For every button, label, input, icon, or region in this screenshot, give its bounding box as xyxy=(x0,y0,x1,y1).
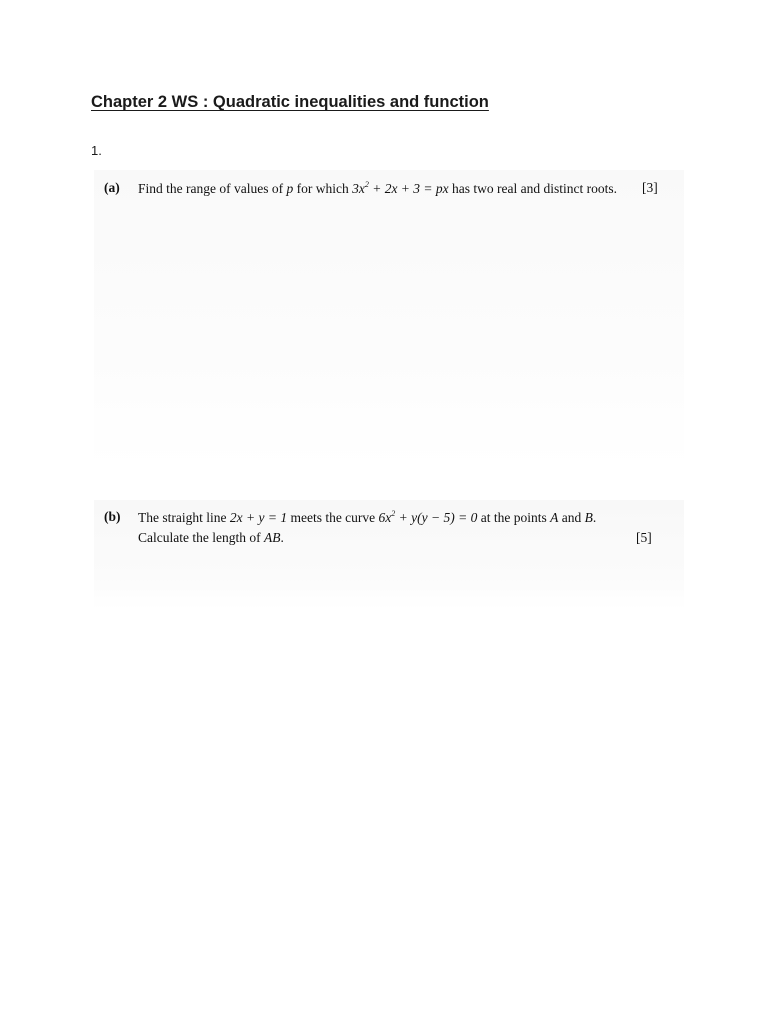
part-b-text-2: meets the curve xyxy=(287,510,379,525)
part-b-and: and xyxy=(558,510,585,525)
part-b-instruction-end: . xyxy=(280,530,284,545)
segment-ab: AB xyxy=(263,530,281,545)
point-a: A xyxy=(550,510,559,525)
part-a-equation: $3x^2 + 2x + 3$ = px xyxy=(352,180,449,196)
scanned-region-a xyxy=(94,170,684,470)
part-a-question xyxy=(138,180,617,197)
point-b: B xyxy=(584,510,593,525)
part-a-var-p: p xyxy=(286,181,294,196)
part-b-line-2 xyxy=(138,530,284,546)
part-b-curve-equation: $6x^2 + y(y - 5) = 0$ xyxy=(378,509,478,525)
part-a-text-mid: for which xyxy=(293,181,353,196)
part-b-label: (b) xyxy=(104,509,121,524)
question-number: 1. xyxy=(91,143,102,158)
part-a-label: (a) xyxy=(104,180,120,195)
part-b-question xyxy=(138,509,596,526)
part-a-text-after: has two real and distinct roots. xyxy=(448,181,617,196)
part-b-text: The straight line xyxy=(138,510,230,525)
part-b-text-3: at the points xyxy=(477,510,551,525)
part-b-line-equation: 2x + y = 1 xyxy=(229,510,288,525)
part-a-marks: [3] xyxy=(642,180,658,195)
part-b-marks: [5] xyxy=(636,530,652,545)
part-b-instruction: Calculate the length of xyxy=(138,530,264,545)
part-a-text: Find the range of values of xyxy=(138,181,287,196)
page-title: Chapter 2 WS : Quadratic inequalities and function xyxy=(91,93,489,111)
part-b-period: . xyxy=(592,510,597,525)
